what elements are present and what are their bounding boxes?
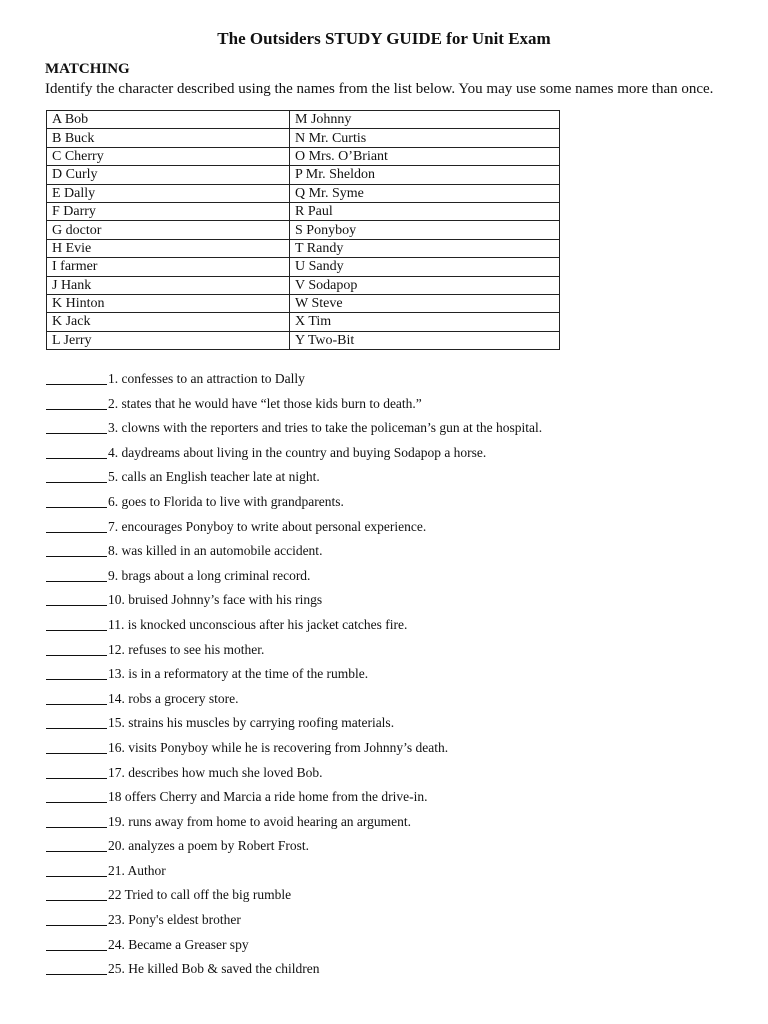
section-heading: MATCHING	[45, 61, 130, 77]
question-item	[46, 910, 542, 935]
question-text: 21. Author	[108, 862, 166, 878]
answer-blank[interactable]	[46, 812, 107, 828]
question-text: 12. refuses to see his mother.	[108, 641, 265, 657]
question-item	[46, 418, 542, 443]
name-cell-right: T Randy	[290, 239, 560, 257]
question-text: 24. Became a Greaser spy	[108, 936, 249, 952]
name-cell-right: W Steve	[290, 294, 560, 312]
name-cell-left: E Dally	[47, 184, 290, 202]
question-item	[46, 812, 542, 837]
name-table-row	[47, 276, 560, 294]
name-table-row	[47, 202, 560, 220]
name-table-row	[47, 184, 560, 202]
name-table-row	[47, 313, 560, 331]
answer-blank[interactable]	[46, 541, 107, 557]
name-cell-left: J Hank	[47, 276, 290, 294]
question-item	[46, 443, 542, 468]
name-table-row	[47, 111, 560, 129]
name-cell-right: M Johnny	[290, 111, 560, 129]
name-cell-left: H Evie	[47, 239, 290, 257]
question-item	[46, 541, 542, 566]
question-text: 10. bruised Johnny’s face with his rings	[108, 592, 323, 608]
name-cell-left: G doctor	[47, 221, 290, 239]
question-text: 11. is knocked unconscious after his jacket catches fire.	[108, 616, 408, 632]
name-cell-right: Q Mr. Syme	[290, 184, 560, 202]
name-cell-right: P Mr. Sheldon	[290, 166, 560, 184]
question-item	[46, 787, 542, 812]
name-cell-left: K Hinton	[47, 294, 290, 312]
question-item	[46, 640, 542, 665]
name-table-row	[47, 129, 560, 147]
answer-blank[interactable]	[46, 640, 107, 656]
name-cell-left: B Buck	[47, 129, 290, 147]
question-item	[46, 885, 542, 910]
answer-blank[interactable]	[46, 861, 107, 877]
question-text: 8. was killed in an automobile accident.	[108, 543, 323, 559]
name-cell-right: R Paul	[290, 202, 560, 220]
page-title: The Outsiders STUDY GUIDE for Unit Exam	[217, 29, 551, 48]
question-text: 13. is in a reformatory at the time of the rumble.	[108, 666, 369, 682]
question-text: 2. states that he would have “let those kids burn to death.”	[108, 395, 422, 411]
question-item	[46, 763, 542, 788]
question-text: 25. He killed Bob & saved the children	[108, 961, 320, 977]
answer-blank[interactable]	[46, 615, 107, 631]
name-table-row	[47, 258, 560, 276]
question-item	[46, 369, 542, 394]
answer-blank[interactable]	[46, 787, 107, 803]
answer-blank[interactable]	[46, 959, 107, 975]
question-text: 18 offers Cherry and Marcia a ride home from the drive-in.	[108, 789, 428, 805]
question-item	[46, 664, 542, 689]
answer-blank[interactable]	[46, 369, 107, 385]
question-item	[46, 566, 542, 591]
answer-blank[interactable]	[46, 935, 107, 951]
question-item	[46, 394, 542, 419]
question-text: 3. clowns with the reporters and tries to take the policeman’s gun at the hospital.	[108, 420, 543, 436]
answer-blank[interactable]	[46, 910, 107, 926]
name-cell-right: N Mr. Curtis	[290, 129, 560, 147]
question-text: 6. goes to Florida to live with grandparents.	[108, 493, 344, 509]
name-cell-right: O Mrs. O’Briant	[290, 147, 560, 165]
name-cell-right: Y Two-Bit	[290, 331, 560, 349]
answer-blank[interactable]	[46, 713, 107, 729]
question-item	[46, 713, 542, 738]
name-table-row	[47, 294, 560, 312]
name-table-row	[47, 147, 560, 165]
question-text: 1. confesses to an attraction to Dally	[108, 371, 305, 386]
question-item	[46, 959, 542, 984]
question-item	[46, 738, 542, 763]
question-text: 14. robs a grocery store.	[108, 690, 239, 706]
answer-blank[interactable]	[46, 418, 107, 434]
question-text: 23. Pony's eldest brother	[108, 912, 241, 928]
question-text: 4. daydreams about living in the country and buying Sodapop a horse.	[108, 444, 487, 460]
name-table-row	[47, 239, 560, 257]
answer-blank[interactable]	[46, 566, 107, 582]
answer-blank[interactable]	[46, 763, 107, 779]
question-text: 5. calls an English teacher late at night.	[108, 469, 320, 485]
answer-blank[interactable]	[46, 394, 107, 410]
name-cell-left: F Darry	[47, 202, 290, 220]
question-text: 19. runs away from home to avoid hearing an argument.	[108, 813, 412, 829]
answer-blank[interactable]	[46, 885, 107, 901]
question-item	[46, 517, 542, 542]
question-item	[46, 467, 542, 492]
question-text: 7. encourages Ponyboy to write about personal experience.	[108, 518, 427, 534]
name-cell-left: D Curly	[47, 166, 290, 184]
name-cell-left: I farmer	[47, 258, 290, 276]
question-item	[46, 615, 542, 640]
name-cell-right: S Ponyboy	[290, 221, 560, 239]
question-text: 22 Tried to call off the big rumble	[108, 887, 292, 903]
answer-blank[interactable]	[46, 443, 107, 459]
character-name-table	[46, 110, 560, 350]
answer-blank[interactable]	[46, 517, 107, 533]
question-item	[46, 590, 542, 615]
answer-blank[interactable]	[46, 467, 107, 483]
question-item	[46, 689, 542, 714]
name-cell-left: L Jerry	[47, 331, 290, 349]
question-item	[46, 935, 542, 960]
name-table-row	[47, 221, 560, 239]
name-cell-left: A Bob	[47, 111, 290, 129]
name-table-row	[47, 166, 560, 184]
question-item	[46, 836, 542, 861]
name-cell-left: C Cherry	[47, 147, 290, 165]
question-text: 15. strains his muscles by carrying roofing materials.	[108, 715, 395, 731]
question-text: 17. describes how much she loved Bob.	[108, 764, 323, 780]
answer-blank[interactable]	[46, 689, 107, 705]
answer-blank[interactable]	[46, 738, 107, 754]
answer-blank[interactable]	[46, 664, 107, 680]
question-list	[46, 369, 542, 984]
name-cell-left: K Jack	[47, 313, 290, 331]
question-text: 16. visits Ponyboy while he is recovering from Johnny’s death.	[108, 739, 449, 755]
question-item	[46, 861, 542, 886]
answer-blank[interactable]	[46, 492, 107, 508]
question-text: 9. brags about a long criminal record.	[108, 567, 311, 583]
name-cell-right: X Tim	[290, 313, 560, 331]
question-text: 20. analyzes a poem by Robert Frost.	[108, 838, 309, 854]
name-cell-right: V Sodapop	[290, 276, 560, 294]
instructions-text: Identify the character described using the names from the list below. You may use some names more than once.	[45, 81, 714, 97]
name-table-row	[47, 331, 560, 349]
name-cell-right: U Sandy	[290, 258, 560, 276]
answer-blank[interactable]	[46, 590, 107, 606]
answer-blank[interactable]	[46, 836, 107, 852]
question-item	[46, 492, 542, 517]
